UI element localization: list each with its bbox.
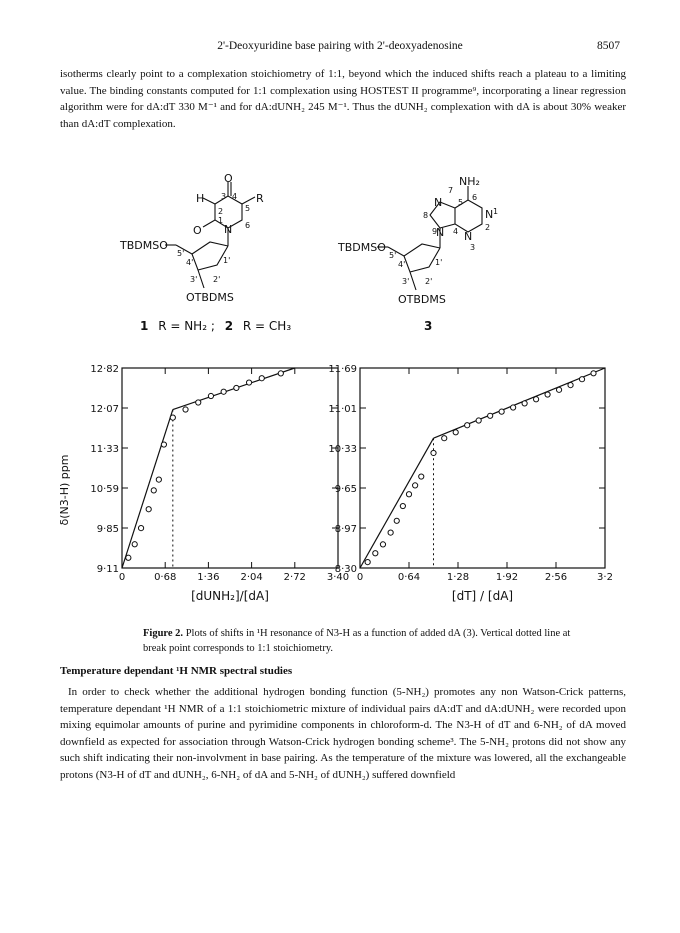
compound-2-def: R = CH₃ <box>242 319 292 333</box>
ring-num-6: 6 <box>245 221 251 230</box>
plot2-data-point <box>400 503 405 508</box>
carbonyl-oxygen: O <box>224 172 233 185</box>
plot2-y-tick-label: 8·30 <box>334 564 357 575</box>
n9-atom: N <box>436 226 445 239</box>
ring-num-2: 2 <box>218 207 224 216</box>
compound-2-number: 2 <box>224 319 234 333</box>
sugar3-num-1p: 1' <box>435 258 443 267</box>
ring-num-2: 2 <box>485 223 491 232</box>
section-heading: Temperature dependant ¹H NMR spectral studies <box>60 665 293 677</box>
plot1-data-point <box>183 407 188 412</box>
section-paragraph <box>60 684 626 783</box>
running-head <box>60 40 620 56</box>
plot2-data-point <box>453 430 458 435</box>
figure-caption-text: Plots of shifts in ¹H resonance of N3-H as a function of added dA (3). Vertical dotted line at break point corresponds to 1:1 stoichiometry. <box>143 628 571 654</box>
plot1-data-point <box>151 488 156 493</box>
chemical-structures <box>0 170 680 350</box>
compound-3-number: 3 <box>424 319 433 333</box>
plot2-data-point <box>488 413 493 418</box>
plot1-data-point <box>208 393 213 398</box>
plot2-fit-line <box>360 438 434 568</box>
structure-1-2-labels <box>119 172 291 333</box>
plot2-data-point <box>591 371 596 376</box>
plot1-x-tick-label: 0·68 <box>154 572 177 583</box>
plot2-y-tick-label: 8·97 <box>334 524 357 535</box>
otbdms-label-1: OTBDMS <box>186 291 234 304</box>
plot1-y-tick-label: 10·59 <box>90 484 119 495</box>
n3-atom: N <box>464 230 473 243</box>
plot2-x-tick-label: 1·28 <box>446 572 470 583</box>
compound-1-number: 1 <box>140 319 149 333</box>
sugar-num-2p: 2' <box>213 275 221 284</box>
y-axis-label: δ(N3-H) ppm <box>58 454 71 526</box>
n1-atom: N <box>485 208 494 221</box>
ring-num-4: 4 <box>232 192 238 201</box>
plot1-y-tick-label: 11·33 <box>90 444 119 455</box>
plot2-x-axis-label: [dT] / [dA] <box>451 589 514 603</box>
ring-num-7: 7 <box>448 186 454 195</box>
plot2-data-point <box>556 387 561 392</box>
plot2-data-point <box>499 409 504 414</box>
amino-group: NH₂ <box>459 175 480 188</box>
ring-num-9: 9 <box>432 227 438 236</box>
plot2-data-point <box>380 542 385 547</box>
plot2-x-tick-label: 0·64 <box>397 572 421 583</box>
tbdmso-label-3: TBDMSO <box>338 241 386 254</box>
ring-num-5: 5 <box>458 198 464 207</box>
plot1-x-tick-label: 0 <box>118 572 126 583</box>
structure-1-2 <box>165 182 255 288</box>
plot2-x-tick-label: 2·56 <box>544 572 568 583</box>
plot2-data-point <box>388 530 393 535</box>
plot1-y-tick-label: 9·11 <box>96 564 119 575</box>
ring-num-3: 3 <box>221 192 227 201</box>
page-number: 8507 <box>597 40 620 52</box>
plot1-y-tick-label: 12·07 <box>90 404 119 415</box>
plot1-data-point <box>221 389 226 394</box>
sugar3-num-2p: 2' <box>425 277 433 286</box>
plot1-data-point <box>259 376 264 381</box>
figure-caption <box>143 626 573 656</box>
plot1-fit-line <box>122 410 173 568</box>
plot2-data-point <box>365 560 370 565</box>
plot2-data-point <box>568 383 573 388</box>
plot1-data-point <box>146 507 151 512</box>
c2-oxygen: O <box>193 224 202 237</box>
plot2-data-point <box>419 474 424 479</box>
plot1-x-tick-label: 2·04 <box>240 572 263 583</box>
figure-2-plots <box>0 360 680 620</box>
compound-1-def: R = NH₂ ; <box>158 319 215 333</box>
plot2-y-tick-label: 9·65 <box>334 484 357 495</box>
plot2-data-point <box>373 551 378 556</box>
plot2-data-point <box>394 518 399 523</box>
ring-num-3: 3 <box>470 243 476 252</box>
plot1-data-point <box>196 400 201 405</box>
intro-paragraph <box>60 66 626 132</box>
substituent-r: R <box>256 192 264 205</box>
sugar3-num-5p: 5' <box>389 251 397 260</box>
plot2-y-tick-label: 10·33 <box>328 444 357 455</box>
n1-atom: N <box>224 223 233 236</box>
sugar-num-4p: 4' <box>186 258 194 267</box>
ring-num-1: 1 <box>218 216 224 225</box>
plot2-data-point <box>511 405 516 410</box>
plot1-x-tick-label: 2·72 <box>283 572 306 583</box>
plot1-data-point <box>246 380 251 385</box>
plot1-data-point <box>138 526 143 531</box>
plot2-data-point <box>406 492 411 497</box>
plot1-data-point <box>126 555 131 560</box>
plot2-y-tick-label: 11·01 <box>328 404 357 415</box>
structure-3-labels <box>337 175 498 333</box>
plot1-y-tick-label: 9·85 <box>96 524 119 535</box>
plot1-data-point <box>156 477 161 482</box>
running-title: 2'-Deoxyuridine base pairing with 2'-deoxyadenosine <box>217 40 463 52</box>
sugar3-num-4p: 4' <box>398 260 406 269</box>
plot1-data-point <box>278 371 283 376</box>
plot1-data-point <box>170 415 175 420</box>
sugar-num-3p: 3' <box>190 275 198 284</box>
plot2-data-point <box>431 450 436 455</box>
plot1-data-point <box>161 442 166 447</box>
ring-num-1: 1 <box>493 207 499 216</box>
otbdms-label-3: OTBDMS <box>398 293 446 306</box>
plot2-data-point <box>522 401 527 406</box>
intro-paragraph-text: isotherms clearly point to a complexation stoichiometry of 1:1, beyond which the induced shifts reach a plateau to a limiting value. The binding constants computed for 1:1 complexation using HOSTEST II programme⁹, incorporating a linear regression algorithm were for dA:dT 330 M⁻¹ and for dA:dUNH₂ 245 M⁻¹. Thus the dUNH₂ complexation with dA is about 30% weaker than dA:dT complexation. <box>60 68 626 130</box>
plot2-x-tick-label: 1·92 <box>495 572 519 583</box>
section-paragraph-text: In order to check whether the additional hydrogen bonding function (5-NH₂) promotes any non Watson-Crick patterns, temperature dependant ¹H NMR of a 1:1 stoichiometric mixture of individual pairs dA:dT and dA:dUNH₂ were recorded upon mixing equimolar amounts of purine and pyrimidine components in chloroform-d. The N3-H of dT and 6-NH₂ of dA moved downfield as expected for association through Watson-Crick hydrogen bonding scheme³. The 5-NH₂ protons did not show any such shift indicating their non-involvment in base pairing. As the temperature of the mixture was lowered, all the exchangeable protons (N3-H of dT and dUNH₂, 6-NH₂ of dA and 5-NH₂ of dUNH₂) suffered downfield <box>60 686 626 781</box>
plot2-y-tick-label: 11·69 <box>328 364 357 375</box>
sugar-num-5p: 5' <box>177 249 185 258</box>
compound-1-caption <box>140 319 291 333</box>
plot1-x-tick-label: 1·36 <box>197 572 220 583</box>
plot1-x-axis-label: [dUNH₂]/[dA] <box>191 589 269 603</box>
n7-atom: N <box>434 196 443 209</box>
ring-num-4: 4 <box>453 227 459 236</box>
plot2-data-point <box>476 418 481 423</box>
sugar3-num-3p: 3' <box>402 277 410 286</box>
plot1-x-tick-label: 3·40 <box>326 572 350 583</box>
imide-hydrogen: H <box>196 192 205 205</box>
figure-caption-label: Figure 2. <box>143 628 184 639</box>
plot2-data-point <box>545 392 550 397</box>
plot2-data-point <box>442 436 447 441</box>
plot2-data-point <box>413 483 418 488</box>
plot2-x-tick-label: 3·2 <box>597 572 613 583</box>
plot1-data-point <box>132 542 137 547</box>
plot2-data-point <box>465 423 470 428</box>
plot2-x-tick-label: 0 <box>356 572 364 583</box>
plot2-frame <box>360 368 605 568</box>
ring-num-8: 8 <box>423 211 429 220</box>
ring-num-5: 5 <box>245 204 251 213</box>
plot1-y-tick-label: 12·82 <box>90 364 119 375</box>
ring-num-6: 6 <box>472 193 478 202</box>
tbdmso-label-1: TBDMSO <box>120 239 168 252</box>
sugar-num-1p: 1' <box>223 256 231 265</box>
plot2-data-point <box>533 397 538 402</box>
plot1-data-point <box>234 385 239 390</box>
plot2-data-point <box>579 377 584 382</box>
